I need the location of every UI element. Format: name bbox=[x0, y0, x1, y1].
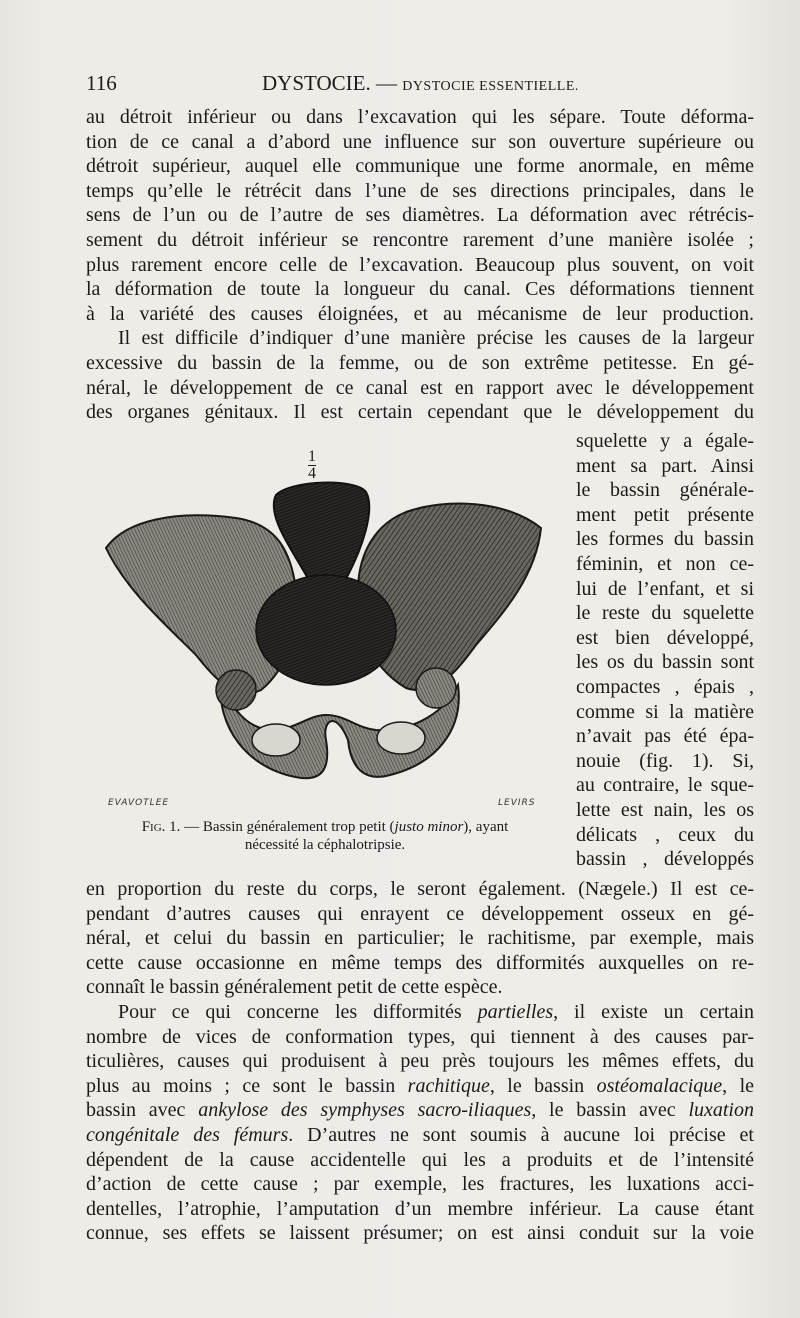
pelvis-engraving bbox=[86, 440, 564, 800]
pelvic-cavity bbox=[256, 575, 396, 685]
figure-1 bbox=[86, 440, 564, 870]
caption-italic: justo minor bbox=[394, 819, 464, 835]
right-acetabulum bbox=[416, 668, 456, 708]
text-line: féminin, et non ce- bbox=[576, 552, 754, 575]
scale-denominator: 4 bbox=[308, 465, 316, 482]
caption-line-2: nécessité la céphalotripsie. bbox=[244, 837, 406, 853]
text-line: au détroit inférieur ou dans l’excavation qui les sépare. Toute déforma- bbox=[86, 106, 754, 128]
text-line: bassin , développés bbox=[576, 848, 754, 871]
text-line: compactes , épais , bbox=[576, 675, 754, 698]
text-line: temps qu’elle le rétrécit dans l’une de ses directions principales, dans le bbox=[86, 179, 754, 202]
text-line: congénitale des fémurs. D’autres ne sont soumis à aucune loi précise et bbox=[86, 1123, 754, 1146]
text-line: néral, et celui du bassin en particulier; le rachitisme, par exemple, mais bbox=[86, 927, 754, 950]
text-line: excessive du bassin de la femme, ou de son extrême petitesse. En gé- bbox=[86, 351, 754, 374]
text-line: néral, le développement de ce canal est en rapport avec le développement bbox=[86, 376, 754, 399]
text-line: Il est difficile d’indiquer d’une manière précise les causes de la largeur bbox=[118, 327, 754, 350]
caption-label: Fig. 1. bbox=[141, 819, 181, 835]
side-column-text bbox=[576, 429, 754, 872]
running-header bbox=[86, 68, 754, 98]
page-number: 116 bbox=[86, 71, 117, 95]
body-text-bottom bbox=[86, 877, 754, 1246]
text-line: le bassin générale- bbox=[576, 479, 754, 502]
text-line: pendant d’autres causes qui enrayent ce développement osseux en gé- bbox=[86, 902, 754, 925]
text-line: ticulières, causes qui produisent à peu près toujours les mêmes effets, du bbox=[86, 1050, 754, 1073]
text-line: au contraire, le sque- bbox=[576, 774, 754, 797]
text-line: est bien développé, bbox=[576, 626, 754, 649]
running-title-main: DYSTOCIE. bbox=[262, 71, 371, 95]
text-line: à la variété des causes éloignées, et au mécanisme de leur production. bbox=[86, 302, 754, 325]
running-title-sub: DYSTOCIE ESSENTIELLE. bbox=[402, 79, 579, 94]
figure-caption bbox=[86, 818, 564, 854]
text-line: comme si la matière bbox=[576, 700, 754, 723]
text-line: connue, ses effets se laissent présumer; on est ainsi conduit sur la voie bbox=[86, 1222, 754, 1245]
text-line: en proportion du reste du corps, le seront également. (Nægele.) Il est ce- bbox=[86, 878, 754, 900]
text-line: cette cause occasionne en même temps des difformités auxquelles on re- bbox=[86, 951, 754, 974]
text-line: plus rarement encore celle de l’excavation. Beaucoup plus souvent, on voit bbox=[86, 253, 754, 276]
running-title-dash: — bbox=[370, 71, 403, 95]
right-obturator-foramen bbox=[377, 722, 425, 754]
text-line: plus au moins ; ce sont le bassin rachitique, le bassin ostéomalacique, le bbox=[86, 1074, 755, 1097]
text-line: nouie (fig. 1). Si, bbox=[576, 749, 754, 772]
engraver-signature-right: LEVIRS bbox=[498, 798, 536, 808]
right-ilium bbox=[358, 504, 541, 691]
text-line: dentelles, l’atrophie, l’amputation d’un membre inférieur. La cause étant bbox=[86, 1197, 754, 1220]
text-line: délicats , ceux du bbox=[576, 823, 754, 846]
text-line: nombre de vices de conformation types, qui tiennent à des causes par- bbox=[86, 1025, 754, 1048]
text-line: n’avait pas été épa- bbox=[576, 725, 754, 748]
scale-numerator: 1 bbox=[308, 448, 316, 465]
text-line: le reste du squelette bbox=[576, 602, 754, 625]
text-line: détroit supérieur, auquel elle communique une forme anormale, en même bbox=[86, 155, 754, 178]
text-line: ment petit présente bbox=[576, 503, 754, 526]
text-line: d’action de cette cause ; par exemple, les fractures, les luxations acci- bbox=[86, 1173, 754, 1196]
text-line: ment sa part. Ainsi bbox=[576, 454, 754, 477]
text-line: sens de l’un ou de l’autre de ses diamètres. La déformation avec rétrécis- bbox=[86, 204, 754, 227]
text-line: connaît le bassin généralement petit de cette espèce. bbox=[86, 976, 503, 999]
text-line: bassin avec ankylose des symphyses sacro-iliaques, le bassin avec luxation bbox=[86, 1099, 754, 1122]
text-line: les formes du bassin bbox=[576, 528, 754, 551]
text-line: la déformation de toute la longueur du canal. Ces déformations tiennent bbox=[86, 278, 754, 301]
text-line: Pour ce qui concerne les difformités partielles, il existe un certain bbox=[118, 1000, 754, 1023]
engraver-signature-left: EVAVOTLEE bbox=[108, 798, 170, 808]
text-line: dépendent de la cause accidentelle qui les a produits et de l’intensité bbox=[86, 1148, 754, 1171]
text-line: lui de l’enfant, et si bbox=[576, 577, 754, 600]
caption-line-1: Fig. 1. — Bassin généralement trop petit (justo minor), ayant bbox=[141, 819, 509, 835]
text-line: squelette y a égale- bbox=[576, 430, 754, 452]
text-line: tion de ce canal a d’abord une influence sur son ouverture supérieure ou bbox=[86, 130, 754, 153]
text-line: les os du bassin sont bbox=[576, 651, 754, 674]
text-line: lette est nain, les os bbox=[576, 798, 754, 821]
left-acetabulum bbox=[216, 670, 256, 710]
body-text-top bbox=[86, 105, 754, 425]
left-obturator-foramen bbox=[252, 724, 300, 756]
text-line: sement du détroit inférieur se rencontre rarement d’une manière isolée ; bbox=[86, 228, 754, 251]
text-line: des organes génitaux. Il est certain cependant que le développement du bbox=[86, 401, 754, 424]
running-title bbox=[262, 68, 579, 102]
